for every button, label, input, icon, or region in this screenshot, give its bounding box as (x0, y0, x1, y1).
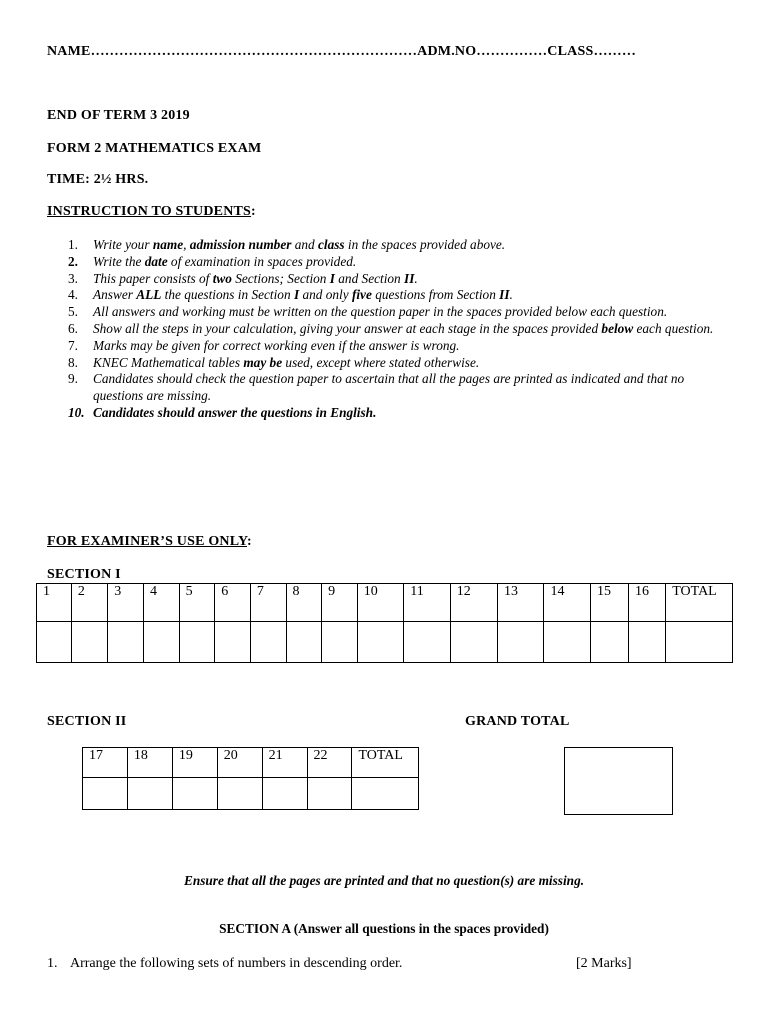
section2-score-cell[interactable] (262, 778, 307, 810)
instruction-text: Candidates should answer the questions in English. (93, 404, 377, 420)
student-details-line: NAME……………………………………………………………ADM.NO……………CLASS……… (47, 44, 637, 59)
section1-score-cell[interactable] (286, 622, 322, 663)
instruction-number: 8. (68, 354, 78, 370)
instruction-item (66, 338, 716, 355)
section2-header-row (83, 748, 419, 778)
question-1-text: Arrange the following sets of numbers in descending order. (70, 956, 403, 971)
question-1-number: 1. (47, 956, 58, 971)
instruction-emphasis: I (329, 270, 335, 286)
section1-col-header: 14 (544, 584, 591, 622)
instruction-text: . (509, 287, 513, 303)
grand-total-label: GRAND TOTAL (465, 714, 570, 729)
section1-col-header: 4 (143, 584, 179, 622)
instruction-number: 9. (68, 371, 78, 387)
instruction-item (66, 271, 716, 288)
section2-col-header: 21 (262, 748, 307, 778)
instruction-item (66, 287, 716, 304)
section2-col-header: 20 (217, 748, 262, 778)
instruction-text: All answers and working must be written on the question paper in the spaces provided below each question. (93, 304, 668, 320)
instructions-heading-text: INSTRUCTION TO STUDENTS (47, 204, 252, 219)
section1-col-header: 15 (591, 584, 629, 622)
section1-col-header: 1 (37, 584, 72, 622)
instruction-text: This paper consists of (93, 270, 213, 286)
instruction-text: questions from Section (371, 287, 500, 303)
instruction-emphasis: II (404, 270, 415, 286)
instruction-text: Candidates should check the question paper to ascertain that all the pages are printed as indicated and that no questions are missing. (93, 371, 685, 404)
section2-score-cell[interactable] (217, 778, 262, 810)
section1-score-cell[interactable] (37, 622, 72, 663)
instruction-text: Answer (93, 287, 137, 303)
instruction-item (66, 254, 716, 271)
instruction-number: 1. (68, 237, 78, 252)
instruction-text: each question. (633, 320, 714, 336)
instruction-emphasis: may be (243, 354, 283, 370)
instruction-emphasis: below (601, 320, 634, 336)
question-1-marks: [2 Marks] (576, 956, 632, 971)
section2-col-header: 18 (127, 748, 172, 778)
instructions-heading-colon: : (251, 204, 256, 219)
section1-score-cell[interactable] (357, 622, 404, 663)
instruction-text: of examination in spaces provided. (167, 253, 357, 269)
instruction-text: Marks may be given for correct working even if the answer is wrong. (93, 337, 460, 353)
instruction-text: Sections; Section (231, 270, 330, 286)
instruction-emphasis: admission number (189, 237, 292, 252)
instruction-text: . (414, 270, 418, 286)
section1-score-cell[interactable] (591, 622, 629, 663)
instruction-text: and (291, 237, 318, 252)
exam-time: TIME: 2½ HRS. (47, 172, 149, 187)
instruction-emphasis: class (318, 237, 345, 252)
instruction-number: 2. (68, 253, 78, 269)
section1-score-table (36, 583, 733, 663)
section2-score-row (83, 778, 419, 810)
examiner-heading-text: FOR EXAMINER’S USE ONLY (47, 534, 247, 549)
section1-header-row (37, 584, 733, 622)
instruction-item (66, 304, 716, 321)
instructions-heading (47, 204, 256, 220)
section1-score-cell[interactable] (450, 622, 497, 663)
section1-score-cell[interactable] (497, 622, 544, 663)
section2-col-header: TOTAL (352, 748, 419, 778)
section1-col-header: 9 (322, 584, 358, 622)
instruction-number: 10. (68, 404, 85, 420)
section1-score-cell[interactable] (179, 622, 215, 663)
section1-col-header: 12 (450, 584, 497, 622)
instruction-emphasis: name (152, 237, 184, 252)
section1-score-cell[interactable] (71, 622, 107, 663)
instruction-emphasis: I (293, 287, 300, 303)
section2-score-cell[interactable] (172, 778, 217, 810)
exam-term: END OF TERM 3 2019 (47, 108, 190, 123)
instruction-text: in the spaces provided above. (344, 237, 506, 252)
section1-score-cell[interactable] (544, 622, 591, 663)
section1-col-header: TOTAL (666, 584, 733, 622)
section-a-heading: SECTION A (Answer all questions in the spaces provided) (219, 921, 549, 936)
section1-col-header: 3 (108, 584, 144, 622)
instruction-item (66, 371, 716, 405)
section2-score-cell[interactable] (127, 778, 172, 810)
section2-label: SECTION II (47, 714, 127, 729)
instruction-number: 5. (68, 304, 78, 320)
section2-score-cell[interactable] (83, 778, 128, 810)
instruction-number: 6. (68, 320, 78, 336)
section1-label: SECTION I (47, 567, 121, 582)
instruction-text: the questions in Section (161, 287, 294, 303)
instruction-item (66, 237, 716, 254)
instruction-number: 4. (68, 287, 78, 303)
instruction-item (66, 355, 716, 372)
instruction-item (66, 405, 716, 422)
section1-col-header: 11 (404, 584, 450, 622)
section1-score-cell[interactable] (404, 622, 450, 663)
section1-col-header: 16 (629, 584, 666, 622)
section2-col-header: 22 (307, 748, 352, 778)
exam-title: FORM 2 MATHEMATICS EXAM (47, 141, 262, 156)
section1-score-cell[interactable] (143, 622, 179, 663)
examiner-heading (47, 534, 252, 550)
section1-col-header: 7 (250, 584, 286, 622)
instruction-text: Write the (93, 253, 145, 269)
section2-score-cell[interactable] (307, 778, 352, 810)
section2-col-header: 19 (172, 748, 217, 778)
section1-col-header: 6 (215, 584, 251, 622)
section2-score-cell[interactable] (352, 778, 419, 810)
instruction-text: , (183, 237, 190, 252)
section1-col-header: 2 (71, 584, 107, 622)
instruction-text: Show all the steps in your calculation, giving your answer at each stage in the spaces provided (93, 320, 602, 336)
examiner-heading-colon: : (247, 534, 252, 549)
section1-col-header: 13 (497, 584, 544, 622)
section1-score-cell[interactable] (250, 622, 286, 663)
section1-score-cell[interactable] (629, 622, 666, 663)
section1-score-cell[interactable] (322, 622, 358, 663)
missing-pages-notice: Ensure that all the pages are printed and that no question(s) are missing. (183, 873, 585, 888)
instruction-text: and only (299, 287, 352, 303)
instruction-emphasis: two (212, 270, 232, 286)
instruction-text: KNEC Mathematical tables (93, 354, 244, 370)
section1-score-cell[interactable] (666, 622, 733, 663)
instruction-number: 7. (68, 337, 78, 353)
section2-score-table (82, 747, 419, 810)
instruction-number: 3. (68, 270, 78, 286)
instruction-text: Write your (93, 237, 153, 252)
instruction-emphasis: date (144, 253, 168, 269)
instruction-item (66, 321, 716, 338)
section1-score-row (37, 622, 733, 663)
instruction-emphasis: five (351, 287, 372, 303)
instruction-text: used, except where stated otherwise. (282, 354, 480, 370)
section1-score-cell[interactable] (108, 622, 144, 663)
instruction-text: and Section (334, 270, 405, 286)
section2-col-header: 17 (83, 748, 128, 778)
section1-col-header: 5 (179, 584, 215, 622)
section1-score-cell[interactable] (215, 622, 251, 663)
instruction-emphasis: II (499, 287, 510, 303)
instructions-list (66, 237, 716, 422)
section1-col-header: 10 (357, 584, 404, 622)
grand-total-box[interactable] (564, 747, 673, 815)
instruction-emphasis: ALL (136, 287, 162, 303)
section1-col-header: 8 (286, 584, 322, 622)
